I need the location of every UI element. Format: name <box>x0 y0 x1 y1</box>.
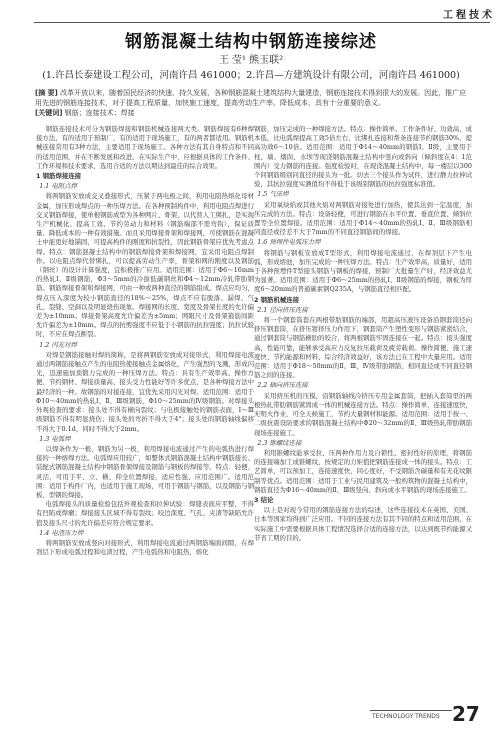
body-paragraph: 将一个钢套筒套在两根带肋钢筋的端部，用超高压液压设备沿钢套筒径向挤压钢套筒，在挤压钳挤压力作用下，钢套筒产生塑性变形与钢筋紧密结合，通过钢套筒与钢筋横肋的咬合，将两根钢筋牢固连接在一起。特点：接头强度高，性能可靠，能够承受高应力反复拉压载荷及疲劳载荷。操作简便、施工速度快、节约能源和材料、综合经济效益好，该方法已在工程中大量应用。适用范围：适用于Φ18～50mm的Ⅱ、Ⅲ、Ⅳ级带肋钢筋，相同直径或不同直径钢筋之间的连接。 <box>254 316 472 380</box>
body-paragraph: 钢筋，加压完成的一种焊接方法。特点：操作简单、工作条件好、功效高，成本低，比电弧焊提高工效5倍左右，比绑扎连接和帮条连接节约钢筋30%，提高功效6～10倍。适用范围：适用于Φ14～40mm的钢筋Ⅰ、Ⅱ级，主要用于柱、墙、烟囱、水坝等现浇钢筋混凝土结构中竖向或斜向（倾斜度在4：1范围内）受力钢筋的连接。强度检验时，在现浇混凝土结构中，每一楼层以300个同钢筋级别同直径的接头为一批。切去三个接头作为试件，进行静力拉伸试验，其抗拉强度实测值均不得低于该级别钢筋的抗拉强度标准值。 <box>254 125 472 189</box>
left-column <box>36 125 254 557</box>
subsection-heading: 2.3 锥螺纹连接 <box>257 438 302 447</box>
abstract-label: [摘 要] <box>35 89 58 97</box>
subsection-heading: 2.2 轴向挤压连接 <box>257 381 308 390</box>
section-heading: 3 结论 <box>254 495 274 504</box>
body-paragraph: 以上是对现今常用的钢筋连接方法的综述，这些连接技术在英国、美国、日本等国家均得到广泛应用。不同的连接方法有其不同的特点和适用范围，在实际施工中需要根据具体工程情况选择合适的连接方法，以达到既节约能源又节省工期的目的。 <box>254 506 472 542</box>
body-paragraph: 对焊是钢筋接触对焊的简称，是将两钢筋安放成对接形式，利用焊接电流通过两钢筋接触点产生的电阻热使接触点金属熔化，产生强烈的飞溅，形成闪光，迅速施加顶锻力完成的一种压焊方法。特点：具有生产效率高、操作方便、节约钢材、焊接质量高、接头受力性能好等许多优点，是各种焊接方法中最经济的一种。故钢筋的对接连接，宜优先采用闪光对焊。适用范围：适用于Φ10～40mm的热轧Ⅰ、Ⅱ、Ⅲ级钢筋，Φ10～25mm的Ⅳ级钢筋。对焊接头外观检查的要求：接头处不得有横向裂纹；与电极接触处的钢筋表面，Ⅰ～Ⅲ级钢筋不得有明显烧伤；接头处的弯折不得大于4°；接头处的钢筋轴线偏移不得大于0.1d，同时不得大于2mm。 <box>36 350 254 433</box>
body-paragraph: 利用锥螺纹能承受拉、压两种作用力及自锁性、密封性好的原理，将钢筋的连接端加工成锥螺纹，按规定的力矩值把钢筋连接成一体的接头。特点：工艺简单，可以预加工，连接速度快，同心度好，不受钢筋含碳量和有无花纹限制等优点。适用范围：适用于工业与民用建筑及一般构筑物的混凝土结构中，钢筋直径为Φ16～40mm的Ⅱ、Ⅲ级竖向、斜向或水平钢筋的现场连接施工。 <box>254 448 472 494</box>
subsection-heading: 2.1 径向挤压连接 <box>257 305 308 314</box>
subsection-heading: 1.3 电弧焊 <box>39 434 71 443</box>
section-heading: 2 钢筋机械连接 <box>254 295 300 304</box>
body-paragraph: 采用挤压机的压模，沿钢筋轴线冷挤压专用金属套筒，把插入套筒里的两根热轧带肋钢筋紧固成一体的机械连接方法。特点：操作简单，连接速度快，无明火作业，可全天候施工，节约大量钢材和能源。适用范围：适用于按一、二级抗震设防要求的钢筋混凝土结构中Φ20～32mm的Ⅱ、Ⅲ级热轧带肋钢筋现场连接施工。 <box>254 391 472 437</box>
affiliation: (1.许昌长泰建设工程公司，河南许昌 461000；2.许昌—方建筑设计有限公司，河南许昌 461000) <box>42 70 460 81</box>
keywords-text: 钢筋；连接技术；焊接 <box>64 109 135 117</box>
body-paragraph: 以焊条作为一极，钢筋为另一极，利用焊接电流通过产生的电弧热进行焊接的一种熔焊方法。电弧焊应用较广，如整体式钢筋混凝土结构中钢筋接长、装配式钢筋混凝土结构中钢筋骨架焊接及钢筋与钢板的焊接等。特点：轻便、灵活，可用于平、立、横、仰全位置焊接，适应性强、应用范围广。适用范围：适用于构件厂内，也适用于施工现场，可用于钢筋与钢筋，以及钢筋与钢板、型钢的焊接。 <box>36 444 254 499</box>
keywords-label: [关键词] <box>35 109 63 117</box>
header-rule <box>34 22 490 23</box>
article-title: 钢筋混凝土结构中钢筋连接综述 <box>125 32 377 52</box>
footer-rule <box>370 710 452 711</box>
body-paragraph: 将钢筋与钢板安放成T型形式，利用焊接电流通过，在焊剂层下产生电弧，形成熔池，加压完成的一种压焊方法。特点：生产效率高，质量好，适用于各种预埋件T型接头钢筋与钢板的焊接，预制厂大批量生产时，经济效益尤为显著。适用范围：适用于Φ6～25mm的热轧Ⅰ、Ⅱ级钢筋的焊接，钢板为厚度6～20mm的普通碳素钢Q235A，与钢筋直径相匹配。 <box>254 248 472 294</box>
body-paragraph: 采用氧炔焰或其他火焰对两钢筋对接处进行加热，使其达到一定温度，加压完成的方法。特点：设备轻便，可进行钢筋在水平位置、垂直位置、倾斜位置等全位置焊接。适用范围：适用于Φ14～40mm的热轧Ⅰ、Ⅱ、Ⅲ级钢筋相同直径或径差不大于7mm的不同直径钢筋间的焊接。 <box>254 200 472 237</box>
page-number: 27 <box>452 702 480 726</box>
section-heading: 1 钢筋焊接连接 <box>36 172 82 181</box>
body-paragraph: 将两钢筋安放成交叉叠接形式，压紧于两电极之间，利用电阻热熔化母材金属，加压形成焊点的一种压焊方法。在各种预制构件中，利用电阻点焊进行交叉钢筋焊接，使单根钢筋成型为各种网片、骨架，以代替人工绑扎，是实现生产机械化、提高工效、节约劳动力和材料（钢筋端部不需弯钩），保证质量、降低成本的一种有效措施。而且采用焊接骨架和焊接网，可使钢筋在混凝土中能更好地锚固，可提高构件的刚度和抗裂性，因此钢筋骨架应优先考虑点焊。特点：钢筋混凝土结构中的钢筋焊接骨架和焊接网，宜采用电阻点焊制作。以电阻点焊代替绑扎，可以提高劳动生产率，骨架和网的刚度以及钢筋（钢丝）的设计计算强度，宜积极推广应用。适用范围：适用于Φ6～16mm的热轧Ⅰ、Ⅱ级钢筋，Φ3～5mm的冷拔低碳钢丝和Φ4～12mm冷轧带肋钢筋。钢筋焊接骨架和焊接网，可由一种或两种直径的钢筋组成。焊点应均匀，焊点压入深度为较小钢筋直径的18%～25%，焊点不应有脱落、漏焊、气孔、裂缝、空洞以及明显烧伤现象。焊接网的长度、宽度及骨架长度的允许偏差为±10mm；焊接骨架高度允许偏差为±5mm；网眼尺寸及骨架箍筋间距允许偏差为±10mm。焊点的抗剪强度不应低于小钢筋的抗拉强度；抗拉试验时，不应在焊点断裂。 <box>36 192 254 339</box>
body-paragraph: 电弧焊接头的质量检验包括外观检查和拉伸试验：焊缝表面应平整，不得有凹陷或焊瘤；焊接接头区域不得有裂纹；咬边深度、气孔、夹渣等缺陷允许值及接头尺寸的允许偏差应符合规定要求。 <box>36 500 254 527</box>
subsection-heading: 1.5 气压焊 <box>257 190 289 199</box>
subsection-heading: 1.6 预埋件电弧压力焊 <box>257 238 321 247</box>
body-paragraph: 将两钢筋安放成竖向对接形式，利用焊接电流通过两钢筋端面间隙，在焊剂层下形成电弧过程和电渣过程，产生电弧热和电阻热，熔化 <box>36 538 254 557</box>
intro-paragraph: 钢筋连接技术可分为钢筋焊接和钢筋机械连接两大类。钢筋焊接有6种焊接方法，有的适用于预制厂，有的适用于现场施工，有的两者都适用。钢筋机械连接常用有3种方法，主要适用于现场施工。各种方法有其自身特点和不同的适用范围，并在不断发展和改进。在实际生产中，应根据具体的工作条件、工作环境和技术要求，选用合适的方法以期达到最佳的综合效果。 <box>36 125 254 170</box>
abstract-text: 改革开放以来，随着国民经济的快速、持久发展，各种钢筋混凝土建筑结构大量建造，钢筋连接技术得到很大的发展。因此，推广应用先进的钢筋连接技术，对于提高工程质量，加快施工速度，提高劳动生产率，降低成本，具有十分重要的意义。 <box>35 89 467 107</box>
abstract <box>35 88 471 118</box>
subsection-heading: 1.4 电渣压力焊 <box>39 528 84 537</box>
right-column <box>254 125 472 543</box>
subsection-heading: 1.1 电阻点焊 <box>39 182 77 191</box>
authors: 王 莹¹ 熊玉联² <box>218 55 284 66</box>
section-header: 工程技术 <box>443 10 495 21</box>
subsection-heading: 1.2 闪光对焊 <box>39 340 77 349</box>
journal-name: TECHNOLOGY TRENDS <box>372 713 440 720</box>
